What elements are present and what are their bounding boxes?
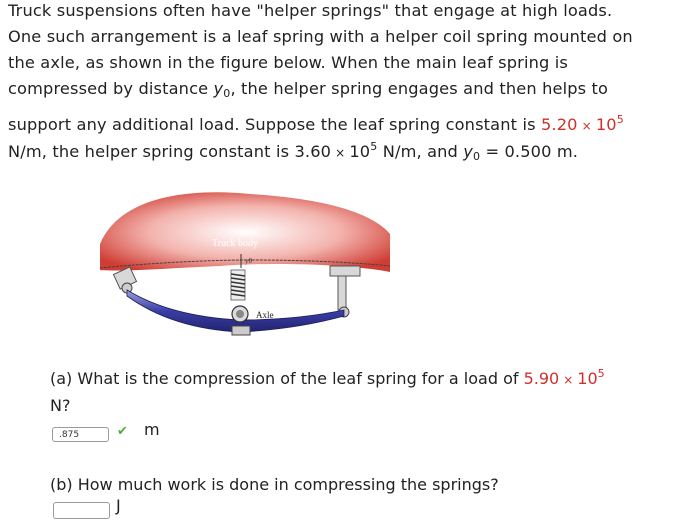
right-shackle: [330, 266, 360, 276]
part-b-unit: J: [116, 496, 121, 515]
leaf-k-exponent: 5: [616, 113, 624, 126]
ten: 10: [577, 369, 598, 388]
load-exponent: 5: [597, 367, 605, 380]
problem-line: the axle, as shown in the figure below. When the main leaf spring is: [8, 53, 568, 72]
part-b-answer-input[interactable]: [53, 502, 110, 519]
load-value: [524, 369, 605, 388]
question-text: (a) What is the compression of the leaf spring for a load of: [50, 369, 524, 388]
problem-text: compressed by distance: [8, 79, 214, 98]
leaf-k-mantissa: 5.20: [540, 115, 578, 134]
part-a-question: [50, 366, 680, 418]
problem-text: = 0.500 m.: [480, 142, 579, 161]
helper-coil-spring: [231, 270, 245, 300]
problem-line: [8, 112, 688, 139]
correct-check-icon: ✔: [117, 424, 128, 439]
y-symbol: y: [213, 79, 224, 98]
y0-label: y0: [245, 257, 252, 265]
leaf-spring-constant: [541, 115, 624, 134]
axle-label: Axle: [256, 310, 274, 320]
question-text: N?: [50, 396, 71, 415]
problem-line: Truck suspensions often have "helper springs" that engage at high loads.: [8, 1, 613, 20]
problem-text: N/m, the helper spring constant is 3.60: [8, 142, 332, 161]
times-symbol: ×: [563, 373, 574, 387]
subscript-zero: 0: [473, 150, 481, 163]
problem-text: , the helper spring engages and then helps to: [230, 79, 609, 98]
times-symbol: ×: [581, 119, 592, 133]
part-a-answer-input[interactable]: .875: [52, 427, 109, 442]
truck-suspension-figure: [100, 192, 390, 352]
truck-body-label: Truck body: [212, 238, 259, 249]
subscript-zero: 0: [223, 87, 231, 100]
load-mantissa: 5.90: [523, 369, 560, 388]
part-a-unit: m: [144, 420, 160, 439]
problem-text: N/m, and: [377, 142, 464, 161]
problem-line: [8, 139, 688, 166]
ten: 10: [349, 142, 371, 161]
part-b-question: (b) How much work is done in compressing the springs?: [50, 475, 499, 494]
y-symbol: y: [463, 142, 474, 161]
problem-text: support any additional load. Suppose the leaf spring constant is: [8, 115, 541, 134]
problem-line: [8, 76, 688, 102]
problem-statement: [8, 0, 688, 102]
ten: 10: [595, 115, 617, 134]
helper-k-exponent: 5: [370, 140, 378, 153]
problem-statement-continued: [8, 112, 688, 166]
times-symbol: ×: [335, 146, 346, 160]
problem-line: One such arrangement is a leaf spring with a helper coil spring mounted on: [8, 27, 633, 46]
